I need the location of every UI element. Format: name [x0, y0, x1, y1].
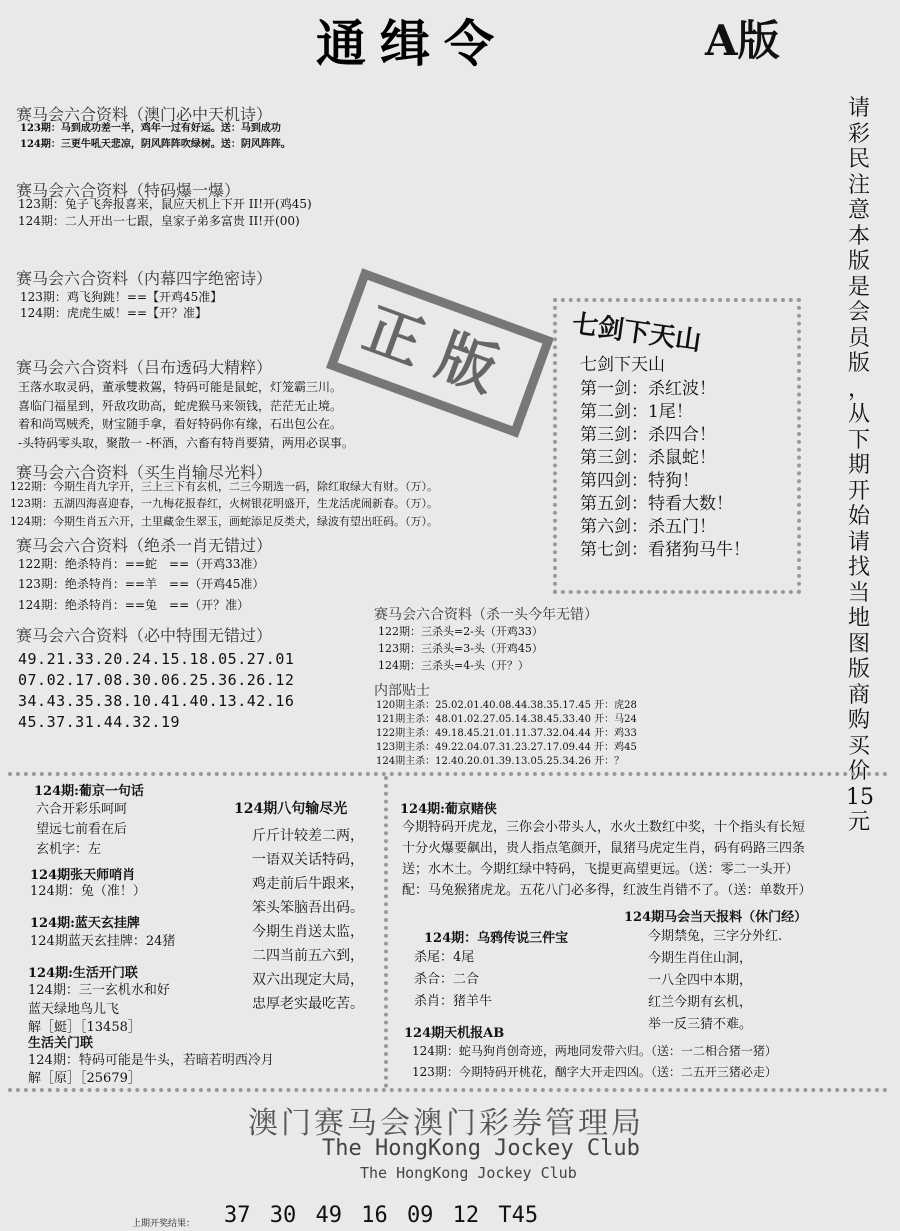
section-5-line: 124期：今期生肖五六开，土里藏金生翠玉，画蛇添足反类犬，绿波有望出旺码。（万）。	[10, 515, 438, 528]
box-line: 红兰今期有玄机，	[648, 995, 753, 1010]
authentic-stamp: 正版	[326, 268, 554, 437]
section-4-line: -头特码零头取，聚散一 -杯酒，六畜有特肖要猜，两用必误事。	[18, 436, 354, 450]
section-title-3: 赛马会六合资料（内幕四字绝密诗）	[16, 269, 273, 288]
tip-row: 122期主杀：49.18.45.21.01.11.37.32.04.44 开：鸡33	[376, 728, 637, 739]
box-line: 杀尾：4尾	[414, 950, 475, 965]
section-4-line: 着和尚骂贼秃，财宝随手拿，看好特码你有缘，石出包公在。	[18, 417, 343, 431]
seven-swords-line: 第三剑：杀四合！	[580, 425, 716, 445]
box-title: 124期张天师哨肖	[30, 868, 136, 883]
result-numbers: 37 30 49 16 09 12 T45	[224, 1203, 539, 1228]
result-label: 上期开奖结果：	[132, 1219, 196, 1229]
seven-swords-line: 第四剑：特狗！	[580, 471, 699, 491]
box-line: 杀肖：猪羊牛	[414, 994, 493, 1009]
box-line: 玄机字：左	[36, 842, 102, 857]
box-line: 二四当前五六到，	[252, 948, 364, 964]
section-6-line: 123期：绝杀特肖：==羊 ==（开鸡45准）	[18, 577, 265, 591]
section-title-5: 赛马会六合资料（买生肖输尽光料）	[16, 463, 273, 482]
section-title-1: 赛马会六合资料（澳门必中天机诗）	[16, 105, 273, 124]
section-title-6: 赛马会六合资料（绝杀一肖无错过）	[16, 536, 273, 555]
box-line: 忠厚老实最吃苦。	[252, 996, 364, 1012]
box-line: 送；水木土。今期红绿中特码，飞提更高望更远。（送：零二一头开）	[402, 862, 799, 877]
section-3-line: 123期：鸡飞狗跳！==【开鸡45准】	[20, 290, 223, 304]
box-line: 123期：今期特码开桃花，酗字大开走四凶。（送：二五开三猪必走）	[412, 1065, 777, 1079]
box-line: 一八全四中本期，	[648, 973, 753, 988]
box-line: 124期：兔（准！）	[30, 884, 146, 899]
section-title-7: 赛马会六合资料（必中特围无错过）	[16, 626, 273, 645]
section-8-line: 124期：三杀头=4-头（开？）	[378, 659, 529, 672]
box-line: 今期特码开虎龙，三你会小带头人，水火土数红中奖，十个指头有长短	[402, 820, 806, 835]
seven-swords-line: 第三剑：杀鼠蛇！	[580, 448, 716, 468]
box-line: 斤斤计较差二两，	[252, 828, 364, 844]
section-4-line: 王落水取灵码，董承雙救鴐，特码可能是鼠蛇，灯笼霸三川。	[18, 380, 343, 394]
box-line: 配：马兔猴猪虎龙。五花八门必多得，红波生肖错不了。（送：单数开）	[402, 883, 812, 898]
section-title-8: 赛马会六合资料（杀一头今年无错）	[374, 607, 598, 623]
box-line: 一语双关话特码，	[252, 852, 364, 868]
seven-swords-line: 第一剑：杀红波！	[580, 379, 716, 399]
section-8-line: 122期：三杀头=2-头（开鸡33）	[378, 625, 543, 638]
box-line: 今期生肖送太监，	[252, 924, 364, 940]
box-line: 举一反三猜不难。	[648, 1017, 753, 1032]
section-2-line: 124期：二人开出一七跟，皇家子弟多富贵 II!开(00)	[18, 214, 300, 228]
club-name-small: The HongKong Jockey Club	[360, 1164, 577, 1182]
seven-swords-heading: 七剑下天山	[570, 309, 704, 357]
seven-swords-line: 第六剑：杀五门！	[580, 517, 716, 537]
section-5-line: 122期：今期生肖九字开，三上三下有玄机，二三今期选一码，除红取绿大有财。（万）。	[10, 480, 438, 493]
box-line: 蓝天绿地鸟儿飞	[28, 1002, 120, 1017]
section-5-line: 123期：五湖四海喜迎春，一九梅花报春红，火树银花明盛开，生龙活虎闹新春。（万）。	[10, 497, 438, 510]
box-title: 124期马会当天报料（休门经）	[624, 910, 808, 925]
section-1-line: 123期：马到成功差一半，鸡年一过有好运。送：马到成功	[20, 123, 281, 134]
box-line: 鸡走前后牛跟来，	[252, 876, 364, 892]
box-line: 笨头笨脑吾出码。	[252, 900, 364, 916]
edition-label: A版	[705, 16, 780, 65]
seven-swords-line: 七剑下天山	[580, 355, 665, 375]
page-title: 通缉令	[316, 14, 508, 73]
section-6-line: 124期：绝杀特肖：==兔 ==（开？准）	[18, 598, 250, 612]
section-3-line: 124期：虎虎生威！==【开？准】	[20, 306, 208, 320]
section-title-4: 赛马会六合资料（吕布透码大精粹）	[16, 358, 273, 377]
box-title: 124期：乌鸦传说三件宝	[424, 931, 569, 946]
divider	[384, 776, 388, 1088]
box-line: 今期生肖住山洞，	[648, 951, 753, 966]
box-title: 124期天机报AB	[404, 1026, 505, 1041]
box-line: 双六出现定大局，	[252, 972, 364, 988]
number-row: 45.37.31.44.32.19	[18, 713, 181, 731]
seven-swords-line: 第五剑：特看大数！	[580, 494, 733, 514]
box-line: 124期：特码可能是牛头，若暗若明西冷月	[28, 1053, 274, 1068]
section-4-line: 喜临门福星到，歼敌攻助高，蛇虎猴马来领钱，茫茫无止境。	[18, 399, 343, 413]
number-row: 07.02.17.08.30.06.25.36.26.12	[18, 671, 295, 689]
section-8-line: 123期：三杀头=3-头（开鸡45）	[378, 642, 543, 655]
tip-row: 120期主杀：25.02.01.40.08.44.38.35.17.45 开：虎28	[376, 700, 637, 711]
tip-row: 121期主杀：48.01.02.27.05.14.38.45.33.40 开：马24	[376, 714, 637, 725]
section-title-9: 内部贴士	[374, 683, 430, 699]
club-name: The HongKong Jockey Club	[322, 1136, 640, 1161]
box-title: 124期:蓝天玄挂牌	[30, 916, 140, 931]
divider	[8, 772, 888, 776]
box-title: 生活关门联	[28, 1036, 94, 1051]
bureau-name: 澳门赛马会澳门彩券管理局	[248, 1106, 644, 1141]
box-line: 124期：蛇马狗肖创奇迹，两地同发带六归。（送：一二相合猪一猪）	[412, 1044, 777, 1058]
seven-swords-line: 第七剑：看猪狗马牛！	[580, 540, 750, 560]
section-1-line: 124期：三更牛吼天悲凉，阴风阵阵吹绿树。送：阴风阵阵。	[20, 139, 291, 150]
side-notice: 请 彩 民 注 意 本 版 是 会 员 版 ， 从 下 期 开 始 请 找 当 地 图 版 商 购 买 价 15 元	[846, 96, 874, 835]
box-title: 124期八句输尽光	[234, 801, 348, 817]
tip-row: 123期主杀：49.22.04.07.31.23.27.17.09.44 开：鸡45	[376, 742, 637, 753]
box-line: 杀合：二合	[414, 972, 480, 987]
section-2-line: 123期：兔子飞奔报喜来，鼠应天机上下开 II!开(鸡45)	[18, 197, 312, 211]
box-line: 六合开彩乐呵呵	[36, 802, 128, 817]
number-row: 49.21.33.20.24.15.18.05.27.01	[18, 650, 295, 668]
seven-swords-line: 第二剑：1尾！	[580, 402, 693, 422]
box-line: 解［原］［25679］	[28, 1071, 141, 1086]
box-line: 十分火爆要飙出，贵人指点笔颜开，鼠猪马虎定生肖，码有码路三四条	[402, 841, 806, 856]
box-title: 124期:生活开门联	[28, 966, 138, 981]
box-line: 124期蓝天玄挂牌：24猪	[30, 934, 176, 949]
box-title: 124期:葡京赌侠	[400, 802, 497, 817]
section-6-line: 122期：绝杀特肖：==蛇 ==（开鸡33准）	[18, 557, 265, 571]
box-line: 124期：三一玄机水和好	[28, 983, 170, 998]
box-title: 124期:葡京一句话	[34, 784, 144, 799]
section-title-2: 赛马会六合资料（特码爆一爆）	[16, 181, 241, 200]
tip-row: 124期主杀：12.40.20.01.39.13.05.25.34.26 开：？	[376, 756, 625, 767]
box-line: 望远七前看在后	[36, 822, 128, 837]
box-line: 今期禁兔，三字分外红.	[648, 929, 783, 944]
number-row: 34.43.35.38.10.41.40.13.42.16	[18, 692, 295, 710]
box-line: 解［蜓］［13458］	[28, 1020, 141, 1035]
